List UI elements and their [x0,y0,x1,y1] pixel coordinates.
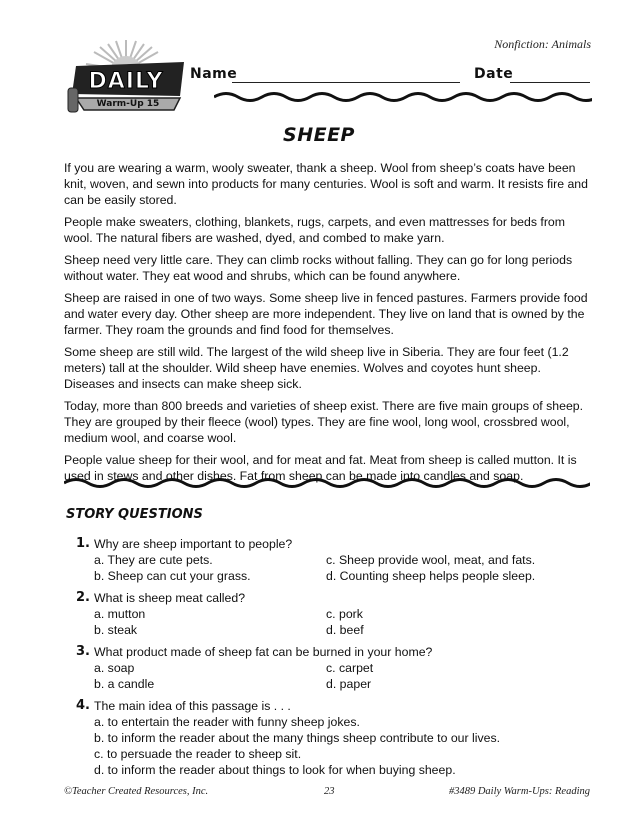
passage-paragraph: People value sheep for their wool, and for meat and fat. Meat from sheep is called mutton. It is used in stews and other dishes. Fat from sheep can be made into candles and soap. [64,453,577,483]
answer-option: c. to persuade the reader to sheep sit. [94,747,302,761]
answer-option: d. paper [326,677,372,691]
passage-paragraph: If you are wearing a warm, wooly sweater, thank a sheep. Wool from sheep’s coats have been knit, woven, and sewn into products for many centuries. Wool is soft and warm. It resists fire and can be easily stored. [64,161,588,207]
answer-option: a. to entertain the reader with funny sheep jokes. [94,715,360,729]
answer-option: b. a candle [94,677,155,691]
warmup-number: Warm-Up 15 [96,99,160,109]
question-item [76,590,556,638]
answer-option: d. Counting sheep helps people sleep. [326,569,536,583]
story-questions [76,536,556,784]
answer-option: d. to inform the reader about things to look for when buying sheep. [94,763,456,777]
answer-option: a. They are cute pets. [94,553,213,567]
question-item [76,698,556,778]
answer-option: c. pork [326,607,363,621]
passage-paragraph: People make sweaters, clothing, blankets, rugs, carpets, and even mattresses for beds from wool. The natural fibers are washed, dyed, and combed to make yarn. [64,215,566,245]
answer-option: a. mutton [94,607,146,621]
date-field[interactable] [510,82,590,83]
wavy-divider-top [214,90,592,104]
worksheet-header [64,38,594,118]
name-field[interactable] [232,82,460,83]
story-questions-heading: STORY QUESTIONS [66,507,203,522]
daily-warmup-logo [64,38,194,118]
name-label: Name [190,66,238,82]
answer-option: b. steak [94,623,138,637]
answer-option: d. beef [326,623,364,637]
passage-paragraph: Today, more than 800 breeds and varieties of sheep exist. There are five main groups of sheep. They are grouped by their fleece (wool) types. They are fine wool, long wool, crossbred wool, medium wool, and coarse wool. [64,399,584,445]
passage-paragraph: Some sheep are still wild. The largest of the wild sheep live in Siberia. They are four feet (1.2 meters) tall at the shoulder. Wild sheep have enemies. Wolves and coyotes hunt sheep. Diseases and insects can make sheep sick. [64,345,569,391]
wavy-divider-middle [64,476,590,490]
logo-text: DAILY [88,69,164,94]
copyright: ©Teacher Created Resources, Inc. [64,786,209,797]
question-stem: Why are sheep important to people? [94,537,293,551]
answer-option: c. Sheep provide wool, meat, and fats. [326,553,536,567]
answer-option: a. soap [94,661,135,675]
passage-paragraph: Sheep need very little care. They can climb rocks without falling. They can go for long periods without water. They eat wood and shrubs, which can be found anywhere. [64,253,573,283]
question-stem: What is sheep meat called? [94,591,246,605]
book-reference: #3489 Daily Warm-Ups: Reading [448,786,590,797]
question-number: 2. [76,590,90,605]
answer-option: c. carpet [326,661,374,675]
question-stem: The main idea of this passage is . . . [94,699,291,713]
date-label: Date [474,66,514,82]
passage-title: SHEEP [283,124,355,146]
question-item [76,644,556,692]
passage-paragraph: Sheep are raised in one of two ways. Some sheep live in fenced pastures. Farmers provide food and water every day. Other sheep are more independent. They live on land that is owned by the farmer. They roam the grounds and find food for themselves. [64,291,588,337]
question-number: 1. [76,536,90,551]
question-item [76,536,556,584]
reading-passage [64,160,590,490]
question-number: 4. [76,698,90,713]
answer-option: b. to inform the reader about the many things sheep contribute to our lives. [94,731,501,745]
question-number: 3. [76,644,90,659]
answer-option: b. Sheep can cut your grass. [94,569,251,583]
category-label: Nonfiction: Animals [494,37,591,51]
question-stem: What product made of sheep fat can be burned in your home? [94,645,433,659]
page-number: 23 [324,786,335,797]
